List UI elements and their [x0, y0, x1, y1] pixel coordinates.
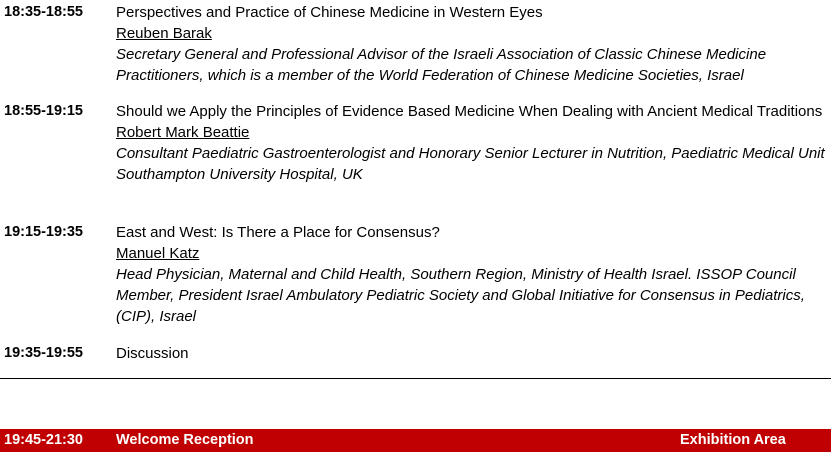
session-time: 19:15-19:35 [4, 224, 83, 240]
session-title: Perspectives and Practice of Chinese Medicine in Western Eyes [116, 4, 543, 21]
reception-banner [0, 429, 831, 452]
speaker-affiliation: Consultant Paediatric Gastroenterologist and Honorary Senior Lecturer in Nutrition, Paediatric Medical Unit Southampton University Hospital, UK [116, 145, 825, 183]
speaker-name: Robert Mark Beattie [116, 124, 250, 141]
session-content [116, 2, 826, 86]
session-title: Should we Apply the Principles of Evidence Based Medicine When Dealing with Ancient Medical Traditions [116, 103, 823, 120]
speaker-name: Manuel Katz [116, 245, 200, 262]
session-time: 18:55-19:15 [4, 103, 83, 119]
reception-location: Exhibition Area [680, 432, 786, 448]
session-content [116, 343, 826, 364]
speaker-affiliation: Secretary General and Professional Advisor of the Israeli Association of Classic Chinese Medicine Practitioners, which is a member of the World Federation of Chinese Medicine Societies, Israel [116, 46, 767, 84]
session-content [116, 222, 826, 327]
session-time: 19:35-19:55 [4, 345, 83, 361]
session-title: East and West: Is There a Place for Consensus? [116, 224, 440, 241]
session-time: 18:35-18:55 [4, 4, 83, 20]
session-title: Discussion [116, 345, 189, 362]
speaker-affiliation: Head Physician, Maternal and Child Health, Southern Region, Ministry of Health Israel. ISSOP Council Member, President Israel Ambulatory Pediatric Society and Global Initiative for Consensus in Pediatrics, (CIP), Israel [116, 266, 805, 325]
section-divider [0, 378, 831, 379]
reception-time: 19:45-21:30 [4, 432, 83, 448]
session-content [116, 101, 826, 185]
reception-title: Welcome Reception [116, 432, 254, 448]
speaker-name: Reuben Barak [116, 25, 212, 42]
